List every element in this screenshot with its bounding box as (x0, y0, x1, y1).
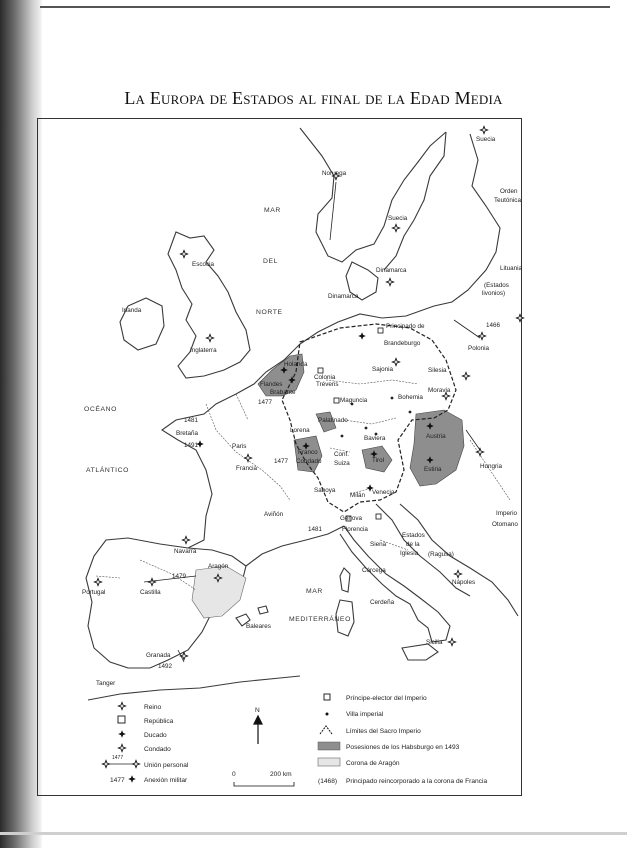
place-label: Brandeburgo (384, 340, 421, 347)
place-label: Orden (500, 188, 518, 195)
aragon-territory (192, 566, 246, 618)
place-label: Nápoles (452, 579, 476, 586)
place-label: Milán (350, 492, 366, 499)
north-label: N (255, 707, 260, 714)
place-label: Maguncia (340, 397, 368, 404)
place-label: Baleares (246, 623, 271, 630)
place-label: Suecia (388, 215, 408, 222)
reino-symbol (478, 332, 485, 339)
place-label: Colonia (314, 374, 336, 381)
sea-label: DEL (263, 258, 279, 265)
place-label: Baviera (364, 435, 386, 442)
place-label: Tanger (96, 680, 116, 687)
place-label: Francia (236, 465, 257, 472)
scandinavia-east-coast (384, 132, 446, 270)
legend-elector-label: Príncipe-elector del Imperio (346, 695, 427, 702)
habsburg-austria (410, 410, 464, 486)
reino-symbol (480, 126, 487, 133)
reino-symbol (386, 278, 393, 285)
place-label: Dinamarca (376, 267, 407, 274)
annexation-arrow (454, 320, 480, 338)
place-label: Principado de (386, 323, 425, 330)
place-label: (Estados (484, 282, 509, 289)
baltic-east-coast (434, 134, 500, 306)
legend-elector-icon (324, 694, 330, 700)
place-label: Imperio (496, 510, 517, 517)
north-arrow-icon (254, 716, 262, 744)
scandinavia-coast (300, 128, 446, 262)
villa-dot (341, 435, 344, 438)
place-label: Teutónica (494, 197, 521, 204)
legend-union-year: 1477 (112, 755, 124, 761)
place-label: Palatinado (318, 417, 348, 424)
place-label: Estados (402, 532, 425, 539)
legend-union-icon (102, 760, 109, 767)
place-label: Iglesia (400, 550, 419, 557)
legend-ducado-label: Ducado (144, 732, 167, 739)
legend-union-icon (132, 760, 139, 767)
place-label: 1481 (308, 526, 323, 533)
legend-villa-label: Villa imperial (346, 711, 384, 718)
italy-coast (340, 526, 450, 642)
place-label: Lorena (290, 427, 310, 434)
place-label: Silesia (428, 367, 447, 374)
place-label: Suecia (476, 136, 496, 143)
france-south-coast (246, 526, 344, 566)
place-label: Saboya (314, 487, 336, 494)
place-label: Bretaña (176, 430, 199, 437)
republica-symbol (376, 514, 381, 519)
villa-dot (391, 397, 394, 400)
place-label: Paris (232, 443, 247, 450)
internal-borders (96, 380, 510, 590)
reino-symbol (392, 224, 399, 231)
sea-label: MAR (264, 207, 281, 214)
annexation-arrow (466, 430, 480, 450)
villa-dot (365, 427, 368, 430)
legend-anexion-year: 1477 (110, 777, 125, 784)
reino-symbol (180, 250, 187, 257)
place-label: Conf. (334, 451, 350, 458)
place-label: Portugal (82, 589, 106, 596)
place-label: Sajonia (372, 366, 394, 373)
condado-symbol (392, 358, 399, 365)
place-label: 1492 (158, 663, 173, 670)
legend-ducado-icon (118, 730, 126, 738)
legend-condado-icon (118, 744, 125, 751)
ireland-coast (120, 298, 164, 350)
legend-republica-icon (118, 716, 125, 723)
place-label: Suiza (334, 460, 350, 467)
place-label: Aviñón (264, 511, 284, 518)
reino-symbol (454, 570, 461, 577)
legend-anexion-label: Anexión militar (144, 777, 188, 784)
place-label: Cerdeña (370, 599, 395, 606)
place-label: 1481 (184, 417, 199, 424)
place-label: Noruega (322, 170, 347, 177)
place-label: Sicilia (426, 639, 443, 646)
reino-symbol (94, 578, 101, 585)
place-label: Austria (426, 433, 446, 440)
reino-symbol (448, 638, 455, 645)
scale-km: 200 km (270, 771, 292, 778)
elector-symbol (334, 398, 339, 403)
corsica (340, 568, 350, 592)
place-label: Otomano (492, 521, 518, 528)
legend-principado-year: (1468) (318, 778, 338, 785)
sea-label: OCÉANO (84, 406, 118, 413)
legend-habsburg-swatch (318, 742, 340, 750)
place-label: 1477 (258, 399, 273, 406)
scale-zero: 0 (232, 771, 236, 778)
place-label: Génova (340, 515, 363, 522)
sea-label: NORTE (256, 309, 283, 316)
place-label: livonios) (482, 290, 506, 297)
legend-reino-icon (118, 702, 125, 709)
reino-symbol (182, 536, 189, 543)
place-label: Aragón (208, 563, 229, 570)
place-label: Venecia (372, 489, 395, 496)
legend-limits-icon (320, 726, 332, 734)
place-label: 1477 (274, 458, 289, 465)
place-label: Navarra (174, 548, 197, 555)
scale-bar (234, 782, 294, 786)
legend (102, 694, 487, 786)
legend-union-label: Unión personal (144, 762, 189, 769)
sea-label: MAR (306, 588, 323, 595)
place-label: Irlanda (122, 307, 142, 314)
place-label: Lituania (500, 265, 523, 272)
legend-anexion-icon (128, 775, 136, 783)
sea-label: ATLÁNTICO (86, 467, 130, 474)
reino-symbol (244, 454, 251, 461)
legend-habsburg-label: Posesiones de los Habsburgo en 1493 (346, 744, 460, 751)
condado-symbol (462, 372, 469, 379)
place-label: Dinamarca (328, 293, 359, 300)
place-label: Bohemia (398, 394, 423, 401)
legend-aragon-swatch (318, 758, 340, 766)
condado-symbol (516, 314, 523, 321)
place-label: Condado (296, 458, 322, 465)
villa-dot (409, 411, 412, 414)
map-title: La Europa de Estados al final de la Edad Media (124, 88, 503, 108)
place-label: Estiria (424, 466, 442, 473)
place-label: Siena (370, 541, 387, 548)
place-label: (Ragusa) (428, 551, 454, 558)
elector-symbol (378, 328, 383, 333)
ducado-symbol (358, 332, 366, 340)
place-label: Granada (146, 652, 171, 659)
place-label: Moravia (428, 387, 451, 394)
place-label: Castilla (140, 589, 161, 596)
place-label: 1491 (184, 442, 199, 449)
place-label: Brabante (270, 389, 296, 396)
place-label: de la (406, 541, 420, 548)
place-label: 1479 (172, 573, 187, 580)
legend-villa-icon (326, 713, 329, 716)
place-label: Córcega (362, 567, 386, 574)
place-label: Holanda (284, 361, 308, 368)
legend-republica-label: República (144, 718, 174, 725)
legend-principado-label: Principado reincorporado a la corona de Francia (346, 778, 488, 785)
legend-aragon-label: Corona de Aragón (346, 760, 400, 767)
place-label: Flandes (260, 381, 283, 388)
legend-reino-label: Reino (144, 704, 162, 711)
legend-condado-label: Condado (144, 746, 171, 753)
place-label: Polonia (468, 345, 490, 352)
reino-symbol (148, 578, 155, 585)
place-label: Hungria (480, 463, 503, 470)
legend-limits-label: Límites del Sacro Imperio (346, 728, 421, 735)
place-label: Florencia (342, 526, 368, 533)
reino-symbol (206, 334, 213, 341)
place-label: Escocia (192, 261, 215, 268)
place-label: Inglaterra (190, 347, 217, 354)
sea-label: MEDITERRÁNEO (289, 616, 351, 623)
place-label: Franco (298, 449, 318, 456)
place-label: Tréveris (316, 381, 339, 388)
north-africa-coast (88, 676, 300, 700)
elector-symbol (318, 368, 323, 373)
sicily (402, 644, 438, 660)
place-label: 1466 (486, 322, 501, 329)
place-label: Tirol (372, 457, 385, 464)
